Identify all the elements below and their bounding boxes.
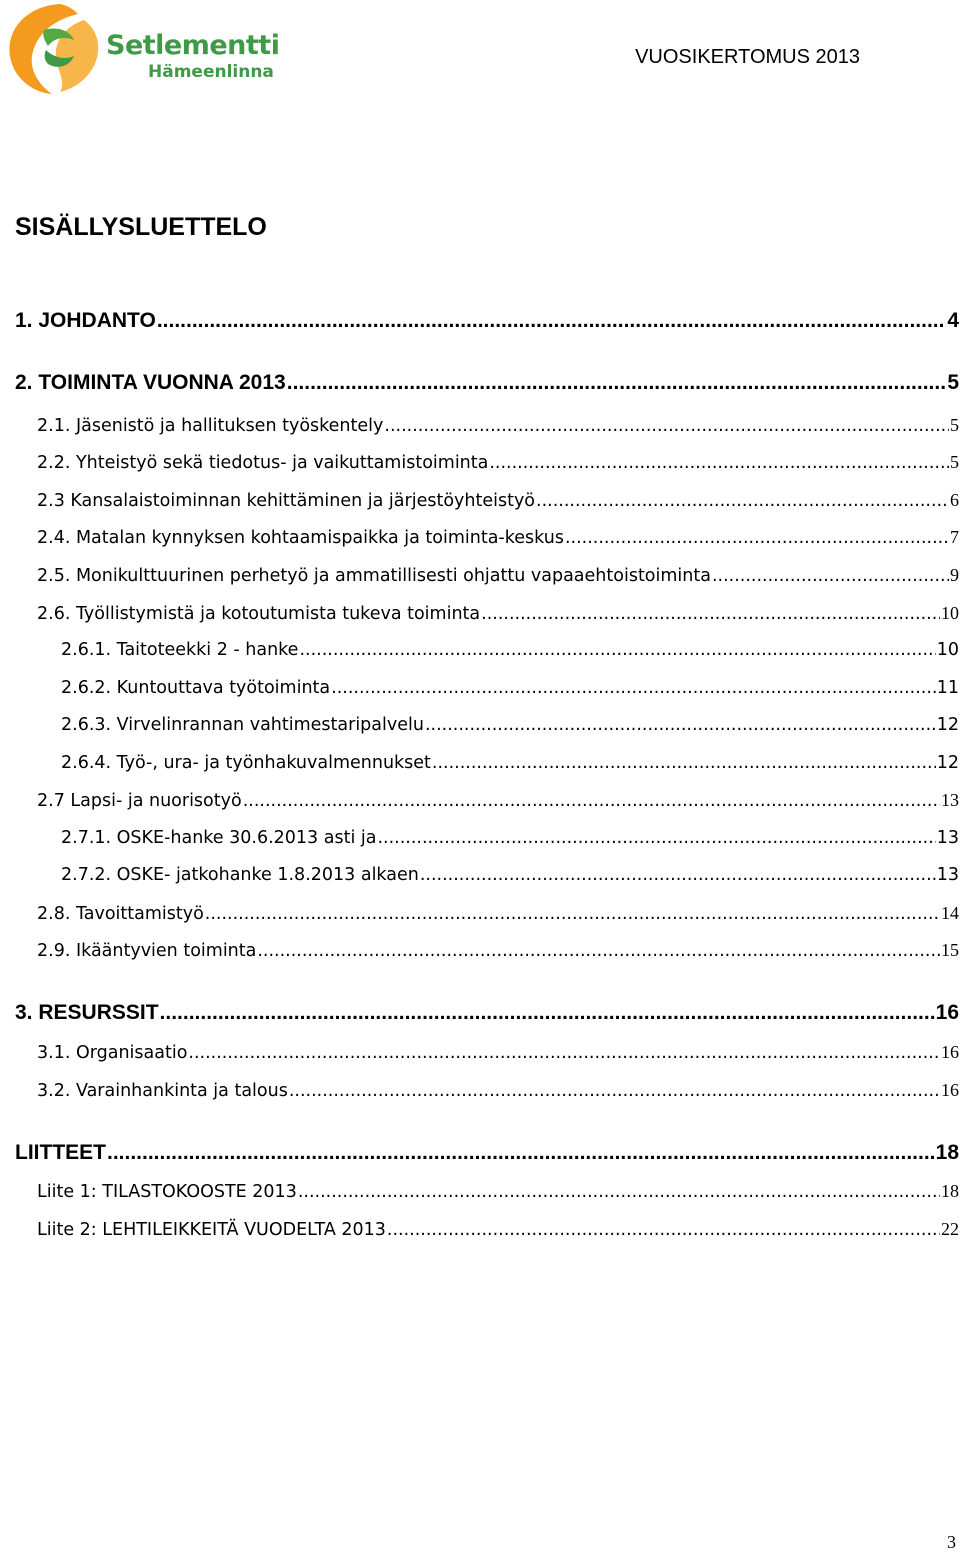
toc-entry[interactable] [37,490,959,514]
toc-entry-page: 12 [936,715,959,735]
toc-entry[interactable] [37,565,959,589]
toc-entry-page: 16 [935,1001,959,1024]
toc-entry-label: 2.7.2. OSKE- jatkohanke 1.8.2013 alkaen [61,865,419,885]
toc-entry-page: 10 [936,640,959,660]
toc-dot-leader [377,828,935,848]
toc-entry[interactable] [61,715,959,739]
toc-entry[interactable] [37,415,959,439]
toc-entry[interactable] [37,1080,959,1104]
toc-dot-leader [536,491,949,511]
toc-dot-leader [107,1141,935,1165]
toc-entry-label: 2.3 Kansalaistoiminnan kehittäminen ja järjestöyhteistyö [37,491,536,511]
toc-dot-leader [257,941,940,961]
toc-dot-leader [489,453,949,473]
toc-entry-label: 2.6.2. Kuntouttava työtoiminta [61,678,331,698]
toc-entry-label: 3.2. Varainhankinta ja talous [37,1081,288,1101]
toc-entry[interactable] [15,1141,959,1169]
toc-entry-page: 13 [936,865,959,885]
toc-entry-page: 18 [935,1141,959,1164]
toc-title: SISÄLLYSLUETTELO [15,213,267,241]
toc-dot-leader [289,1081,940,1101]
toc-entry-page: 5 [947,371,959,394]
toc-dot-leader [205,904,940,924]
toc-entry[interactable] [37,527,959,551]
toc-entry-page: 10 [941,603,959,623]
toc-entry[interactable] [37,940,959,964]
toc-entry-page: 16 [941,1042,959,1062]
toc-entry[interactable] [61,865,959,889]
toc-entry[interactable] [37,1042,959,1066]
toc-entry-page: 16 [941,1080,959,1100]
toc-dot-leader [331,678,936,698]
toc-entry[interactable] [37,1219,959,1243]
toc-entry-label: 2.8. Tavoittamistyö [37,904,204,924]
toc-entry-page: 14 [941,903,959,923]
toc-entry-label: 2.2. Yhteistyö sekä tiedotus- ja vaikuttamistoiminta [37,453,489,473]
toc-entry-label: 2. TOIMINTA VUONNA 2013 [15,371,286,394]
toc-dot-leader [432,753,936,773]
toc-entry-label: LIITTEET [15,1141,106,1164]
toc-entry-label: 2.6.1. Taitoteekki 2 - hanke [61,640,299,660]
toc-entry-label: Liite 2: LEHTILEIKKEITÄ VUODELTA 2013 [37,1220,386,1240]
toc-entry[interactable] [37,903,959,927]
toc-entry-label: 1. JOHDANTO [15,309,156,332]
toc-entry-page: 12 [936,753,959,773]
toc-entry-page: 7 [950,527,959,547]
toc-dot-leader [387,1220,940,1240]
toc-entry[interactable] [61,753,959,777]
toc-entry-page: 4 [947,309,959,332]
toc-entry[interactable] [61,640,959,664]
toc-entry[interactable] [15,309,959,337]
toc-entry[interactable] [37,1181,959,1205]
logo-text-hameenlinna: Hämeenlinna [148,62,274,82]
report-title: VUOSIKERTOMUS 2013 [635,46,860,68]
toc-entry-label: Liite 1: TILASTOKOOSTE 2013 [37,1182,297,1202]
toc-dot-leader [481,604,940,624]
toc-dot-leader [420,865,936,885]
toc-entry-page: 13 [936,828,959,848]
toc-dot-leader [287,371,947,395]
toc-entry-page: 13 [941,790,959,810]
toc-dot-leader [157,309,947,333]
toc-dot-leader [243,791,940,811]
toc-entry-page: 9 [950,565,959,585]
toc-entry-page: 6 [950,490,959,510]
toc-entry[interactable] [37,790,959,814]
toc-entry-label: 2.5. Monikulttuurinen perhetyö ja ammatillisesti ohjattu vapaaehtoistoiminta [37,566,711,586]
toc-entry-label: 3.1. Organisaatio [37,1043,188,1063]
page-number: 3 [947,1532,956,1552]
toc-entry-label: 2.6. Työllistymistä ja kotoutumista tukeva toiminta [37,604,481,624]
toc-entry-label: 2.4. Matalan kynnyksen kohtaamispaikka ja toiminta-keskus [37,528,564,548]
toc-entry[interactable] [15,371,959,399]
toc-entry[interactable] [15,1001,959,1029]
toc-dot-leader [160,1001,935,1025]
toc-dot-leader [712,566,949,586]
toc-entry-page: 5 [950,415,959,435]
toc-entry[interactable] [37,452,959,476]
toc-dot-leader [565,528,949,548]
toc-dot-leader [298,1182,940,1202]
toc-entry-page: 11 [936,678,959,698]
toc-entry-page: 15 [941,940,959,960]
toc-entry-label: 2.7.1. OSKE-hanke 30.6.2013 asti ja [61,828,377,848]
toc-entry-page: 22 [941,1219,959,1239]
toc-entry-label: 3. RESURSSIT [15,1001,159,1024]
toc-entry[interactable] [37,603,959,627]
toc-dot-leader [299,640,935,660]
toc-entry-page: 5 [950,452,959,472]
toc-entry-label: 2.9. Ikääntyvien toiminta [37,941,257,961]
toc-entry-label: 2.6.4. Työ-, ura- ja työnhakuvalmennukset [61,753,431,773]
toc-entry-label: 2.1. Jäsenistö ja hallituksen työskentely [37,416,384,436]
toc-dot-leader [384,416,949,436]
toc-entry-label: 2.6.3. Virvelinrannan vahtimestaripalvelu [61,715,424,735]
toc-dot-leader [188,1043,940,1063]
toc-dot-leader [425,715,936,735]
logo-text-setlementti: Setlementti [106,30,280,61]
toc-entry[interactable] [61,828,959,852]
toc-entry-label: 2.7 Lapsi- ja nuorisotyö [37,791,242,811]
toc-entry-page: 18 [941,1181,959,1201]
toc-entry[interactable] [61,678,959,702]
